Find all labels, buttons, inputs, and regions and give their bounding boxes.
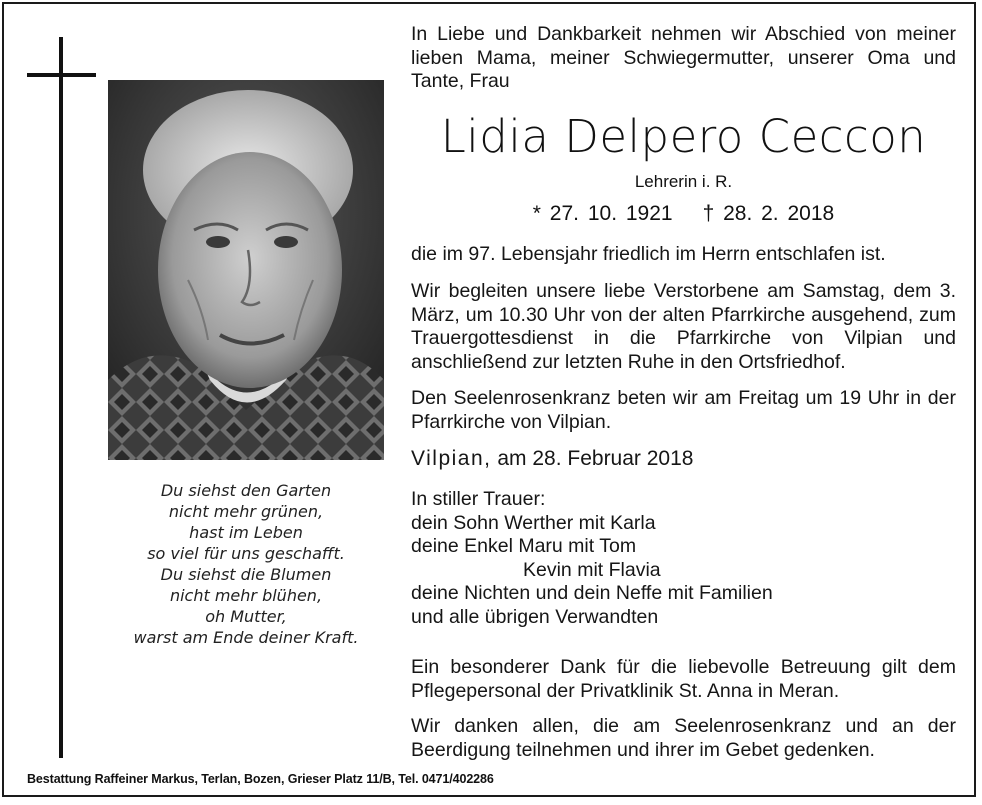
rosary-details: Den Seelenrosenkranz beten wir am Freitag um 19 Uhr in der Pfarrkirche von Vilpian.	[411, 387, 956, 433]
life-dates	[411, 202, 956, 226]
special-thanks: Ein besonderer Dank für die liebevolle Betreuung gilt dem Pflegepersonal der Privatklinik St. Anna in Meran.	[411, 656, 956, 702]
poem-line: Du siehst die Blumen	[160, 565, 332, 584]
deceased-name: Lidia Delpero Ceccon	[440, 110, 927, 163]
funeral-home-footer: Bestattung Raffeiner Markus, Terlan, Bozen, Grieser Platz 11/B, Tel. 0471/402286	[27, 772, 494, 786]
intro-text: In Liebe und Dankbarkeit nehmen wir Abschied von meiner lieben Mama, meiner Schwiegermutter, unserer Oma und Tante, Frau	[411, 23, 956, 92]
poem-line: so viel für uns geschafft.	[147, 544, 345, 563]
poem	[108, 480, 384, 648]
mourners-heading: In stiller Trauer:	[411, 488, 546, 510]
general-thanks: Wir danken allen, die am Seelenrosenkranz und an der Beerdigung teilnehmen und ihrer im Gebet gedenken.	[411, 715, 956, 761]
mourner-line: dein Sohn Werther mit Karla	[411, 511, 656, 534]
mourner-line: deine Nichten und dein Neffe mit Familien	[411, 582, 773, 604]
mourners-list	[411, 488, 956, 629]
poem-line: oh Mutter,	[205, 607, 287, 626]
poem-line: Du siehst den Garten	[160, 481, 332, 500]
passing-text: die im 97. Lebensjahr friedlich im Herrn entschlafen ist.	[411, 243, 886, 265]
cross-icon-vertical	[59, 37, 63, 758]
portrait-photo	[108, 80, 384, 460]
cross-icon-horizontal	[27, 73, 96, 77]
mourner-line: deine Enkel Maru mit Tom	[411, 535, 637, 557]
place: Vilpian,	[411, 447, 492, 470]
poem-line: nicht mehr blühen,	[169, 586, 323, 605]
mourner-line: und alle übrigen Verwandten	[411, 605, 659, 628]
date: am 28. Februar 2018	[497, 447, 694, 470]
place-date	[411, 447, 956, 471]
death-date: † 28. 2. 2018	[702, 202, 835, 225]
poem-line: warst am Ende deiner Kraft.	[133, 628, 359, 647]
mourner-line: Kevin mit Flavia	[523, 558, 661, 581]
poem-line: hast im Leben	[189, 523, 303, 542]
funeral-details: Wir begleiten unsere liebe Verstorbene am Samstag, dem 3. März, um 10.30 Uhr von der alten Pfarrkirche ausgehend, zum Trauergottesdienst in die Pfarrkirche von Vilpian und anschließend zur letzten Ruhe in den Ortsfriedhof.	[411, 280, 956, 373]
birth-date: * 27. 10. 1921	[532, 202, 673, 225]
profession-title: Lehrerin i. R.	[634, 172, 733, 191]
poem-line: nicht mehr grünen,	[168, 502, 324, 521]
